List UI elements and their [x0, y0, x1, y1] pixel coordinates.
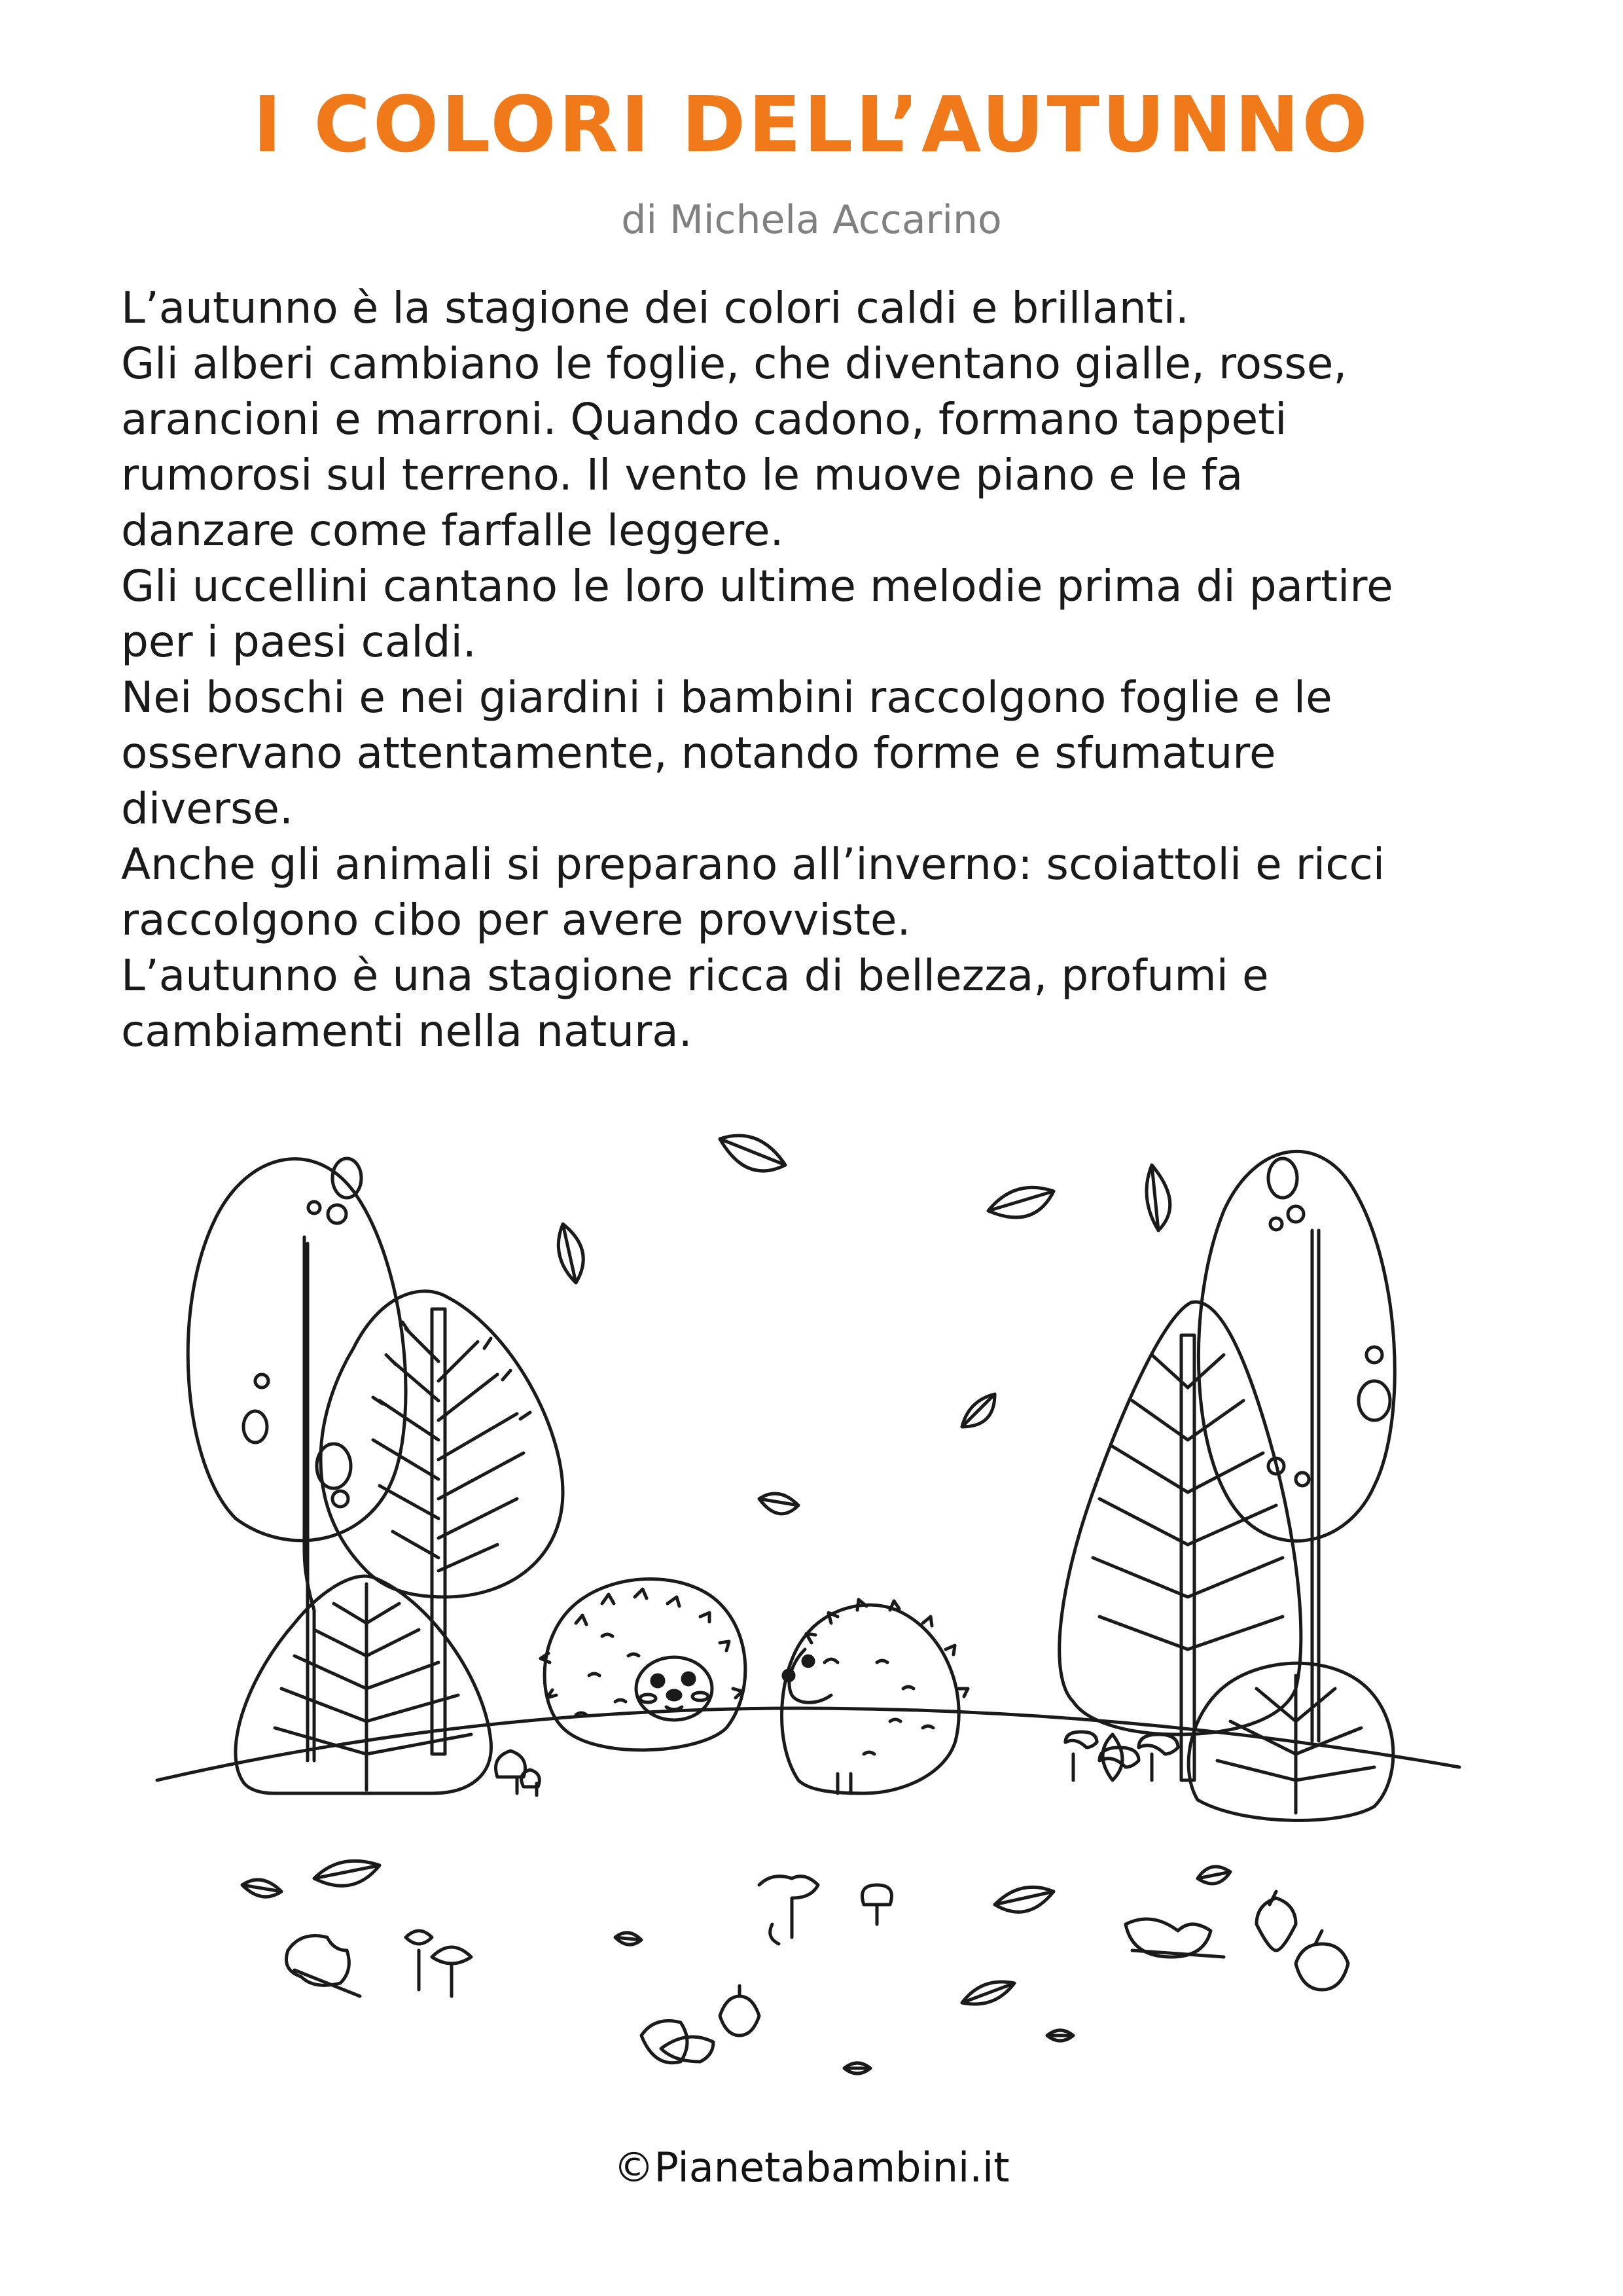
text-line: danzare come farfalle leggere. — [121, 505, 784, 556]
hedgehog-left — [541, 1579, 745, 1750]
text-line: L’autunno è una stagione ricca di bellezza, profumi e — [121, 950, 1269, 1001]
triangular-bush-left — [236, 1576, 491, 1793]
hedgehog-right — [782, 1600, 968, 1793]
text-line: cambiamenti nella natura. — [121, 1006, 692, 1056]
mushroom-cluster-center-right — [1065, 1732, 1178, 1780]
text-line: rumorosi sul terreno. Il vento le muove piano e le fa — [121, 450, 1243, 500]
text-line: Gli uccellini cantano le loro ultime melodie prima di partire — [121, 561, 1393, 611]
text-line: Gli alberi cambiano le foglie, che diventano gialle, rosse, — [121, 338, 1347, 389]
text-line: per i paesi caldi. — [121, 617, 476, 667]
text-line: L’autunno è la stagione dei colori caldi e brillanti. — [121, 283, 1189, 333]
copyright-footer: ©Pianetabambini.it — [613, 2144, 1010, 2191]
text-line: diverse. — [121, 783, 294, 834]
author-line: di Michela Accarino — [621, 197, 1002, 243]
text-line: Anche gli animali si preparano all’inverno: scoiattoli e ricci — [121, 839, 1385, 889]
text-line: osservano attentamente, notando forme e sfumature — [121, 728, 1276, 778]
page-title: I COLORI DELL’AUTUNNO — [253, 79, 1370, 170]
text-line: arancioni e marroni. Quando cadono, formano tappeti — [121, 394, 1287, 444]
mushroom-cluster-left — [496, 1751, 540, 1795]
falling-leaves-sky — [558, 1136, 1169, 1514]
ground-leaves-acorns — [242, 1861, 1348, 2073]
tall-oval-tree-right — [1198, 1151, 1395, 1741]
triangular-tree-right — [1060, 1302, 1301, 1780]
text-line: Nei boschi e nei giardini i bambini raccolgono foglie e le — [121, 672, 1332, 723]
tall-oval-tree-left — [188, 1158, 406, 1761]
story-text — [121, 280, 1535, 1059]
text-line: raccolgono cibo per avere provviste. — [121, 895, 911, 945]
autumn-forest-illustration — [144, 1100, 1479, 2134]
